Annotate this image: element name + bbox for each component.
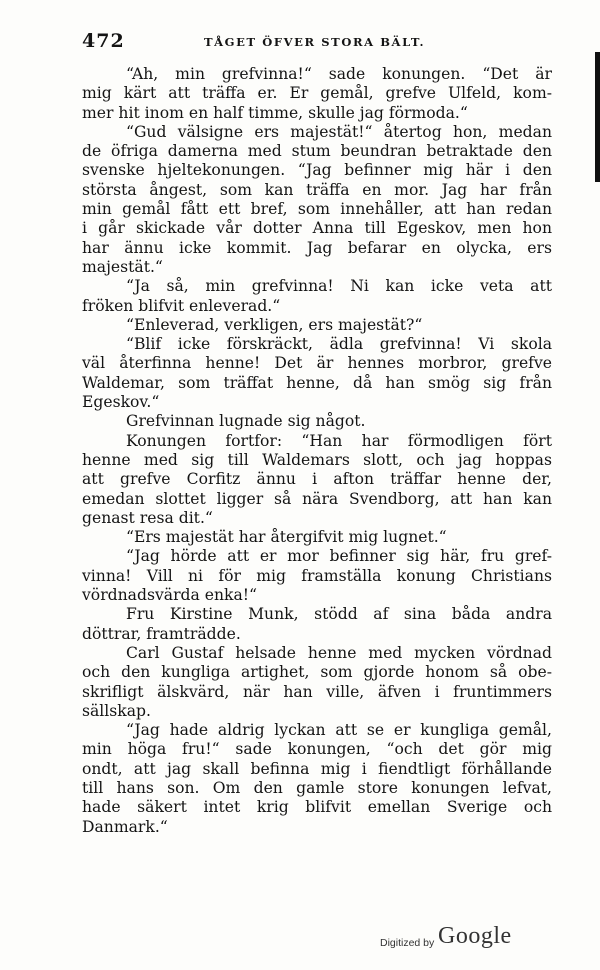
text-line: största ångest, som kan träffa en mor. Jag har från [82,180,552,199]
text-line: har ännu icke kommit. Jag befarar en olycka, ers [82,238,552,257]
text-line: Konungen fortfor: “Han har förmodligen fört [126,431,552,450]
text-line: Danmark.“ [82,817,168,836]
running-title: TÅGET ÖFVER STORA BÄLT. [204,35,426,49]
text-line: “Ja så, min grefvinna! Ni kan icke veta att [126,277,552,296]
text-line: Fru Kirstine Munk, stödd af sina båda andra [126,605,552,624]
text-line: Waldemar, som träffat henne, då han smög sig från [82,373,552,392]
text-line: sällskap. [82,701,151,720]
text-line: svenske hjeltekonungen. “Jag befinner mig här i den [82,161,552,180]
page-number: 472 [82,30,125,52]
body-text [82,65,552,837]
text-line: “Enleverad, verkligen, ers majestät?“ [126,315,423,334]
text-line: mig kärt att träffa er. Er gemål, grefve Ulfeld, kom- [82,84,552,103]
text-line: fröken blifvit enleverad.“ [82,296,281,315]
text-line: “Gud välsigne ers majestät!“ återtog hon, medan [126,122,552,141]
digitized-by-label: Digitized by [380,937,435,949]
text-line: “Ers majestät har återgifvit mig lugnet.“ [126,528,447,547]
page-edge-mark [595,52,600,182]
text-line: och den kungliga artighet, som gjorde honom så obe- [82,663,552,682]
text-line: Egeskov.“ [82,393,160,412]
text-line: döttrar, framträdde. [82,624,241,643]
digitized-footer [380,920,540,960]
text-line: “Blif icke förskräckt, ädla grefvinna! Vi skola [126,335,552,354]
text-line: skrifligt älskvärd, när han ville, äfven i fruntimmers [82,682,552,701]
text-line: emedan slottet ligger så nära Svendborg, att han kan [82,489,552,508]
text-line: vördnadsvärda enka!“ [82,586,258,605]
text-line: att grefve Corfitz ännu i afton träffar henne der, [82,470,552,489]
text-line: väl återfinna henne! Det är hennes morbror, grefve [82,354,552,373]
text-line: till hans son. Om den gamle store konungen lefvat, [82,778,552,797]
text-line: “Ah, min grefvinna!“ sade konungen. “Det är [126,65,552,83]
text-line: min höga fru!“ sade konungen, “och det gör mig [82,740,552,759]
text-line: genast resa dit.“ [82,508,213,527]
text-line: majestät.“ [82,257,163,276]
text-line: hade säkert intet krig blifvit emellan Sverige och [82,798,552,817]
text-line: “Jag hörde att er mor befinner sig här, fru gref- [126,547,552,566]
text-line: “Jag hade aldrig lyckan att se er kungliga gemål, [126,721,552,740]
text-line: min gemål fått ett bref, som innehåller, att han redan [82,200,552,219]
text-line: ondt, att jag skall befinna mig i fiendtligt förhållande [82,759,552,778]
text-line: mer hit inom en half timme, skulle jag förmoda.“ [82,103,468,122]
page-header [82,30,552,52]
text-line: Grefvinnan lugnade sig något. [126,412,366,431]
text-line: henne med sig till Waldemars slott, och jag hoppas [82,450,552,469]
text-line: Carl Gustaf helsade henne med mycken vördnad [126,643,552,662]
text-line: vinna! Vill ni för mig framställa konung Christians [82,566,552,585]
text-line: de öfriga damerna med stum beundran betraktade den [82,142,552,161]
google-wordmark: Google [438,923,512,949]
text-line: i går skickade vår dotter Anna till Egeskov, men hon [82,219,552,238]
